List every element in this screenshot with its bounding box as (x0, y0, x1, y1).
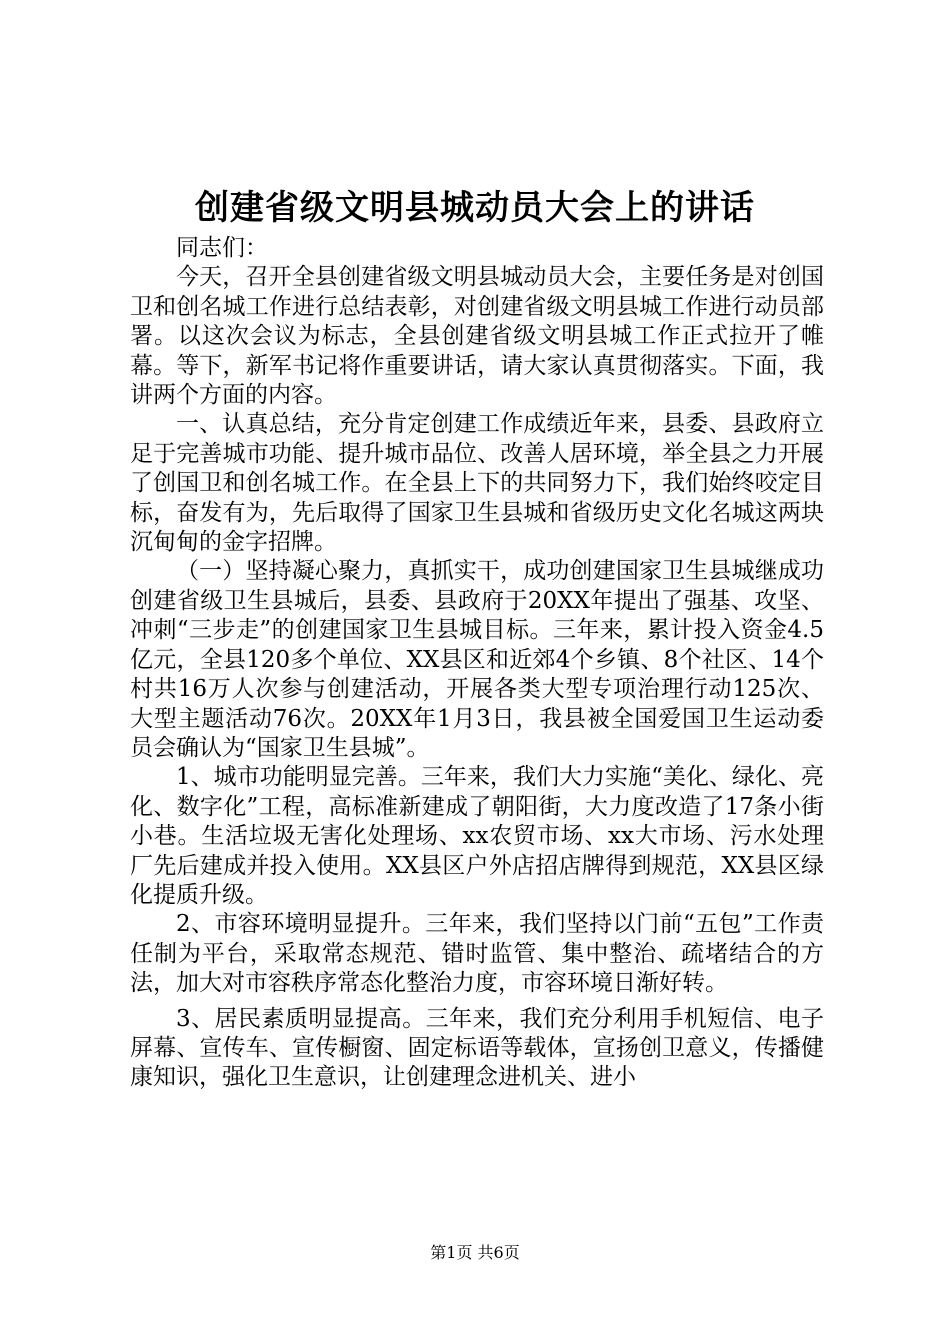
body-paragraph: 2、市容环境明显提升。三年来，我们坚持以门前“五包”工作责任制为平台，采取常态规范、错时监管、集中整治、疏堵结合的方法，加大对市容秩序常态化整治力度，市容环境日渐好转。 (130, 911, 824, 997)
body-paragraph: 今天，召开全县创建省级文明县城动员大会，主要任务是对创国卫和创名城工作进行总结表彰，对创建省级文明县城工作进行动员部署。以这次会议为标志，全县创建省级文明县城工作正式拉开了帷幕。等下，新军书记将作重要讲话，请大家认真贯彻落实。下面，我讲两个方面的内容。 (130, 264, 824, 409)
page-number-footer: 第1页 共6页 (430, 1243, 520, 1262)
salutation-paragraph: 同志们： (176, 235, 268, 261)
body-paragraph: 1、城市功能明显完善。三年来，我们大力实施“美化、绿化、亮化、数字化”工程，高标准新建成了朝阳街，大力度改造了17条小街小巷。生活垃圾无害化处理场、xx农贸市场、xx大市场、污水处理厂先后建成并投入使用。XX县区户外店招店牌得到规范，XX县区绿化提质升级。 (130, 764, 824, 908)
document-body (130, 234, 824, 1093)
document-title: 创建省级文明县城动员大会上的讲话 (195, 188, 755, 228)
body-paragraph: 3、居民素质明显提高。三年来，我们充分利用手机短信、电子屏幕、宣传车、宣传橱窗、固定标语等载体，宣扬创卫意义，传播健康知识，强化卫生意识，让创建理念进机关、进小 (130, 1005, 824, 1091)
body-paragraph: 一、认真总结，充分肯定创建工作成绩近年来，县委、县政府立足于完善城市功能、提升城市品位、改善人居环境，举全县之力开展了创国卫和创名城工作。在全县上下的共同努力下，我们始终咬定目标，奋发有为，先后取得了国家卫生县城和省级历史文化名城这两块沉甸甸的金字招牌。 (130, 411, 824, 556)
body-paragraph: （一）坚持凝心聚力，真抓实干，成功创建国家卫生县城继成功创建省级卫生县城后，县委、县政府于20XX年提出了强基、攻坚、冲刺“三步走”的创建国家卫生县城目标。三年来，累计投入资金4.5亿元，全县120多个单位、XX县区和近郊4个乡镇、8个社区、14个村共16万人次参与创建活动，开展各类大型专项治理行动125次、大型主题活动76次。20XX年1月3日，我县被全国爱国卫生运动委员会确认为“国家卫生县城”。 (130, 558, 824, 761)
